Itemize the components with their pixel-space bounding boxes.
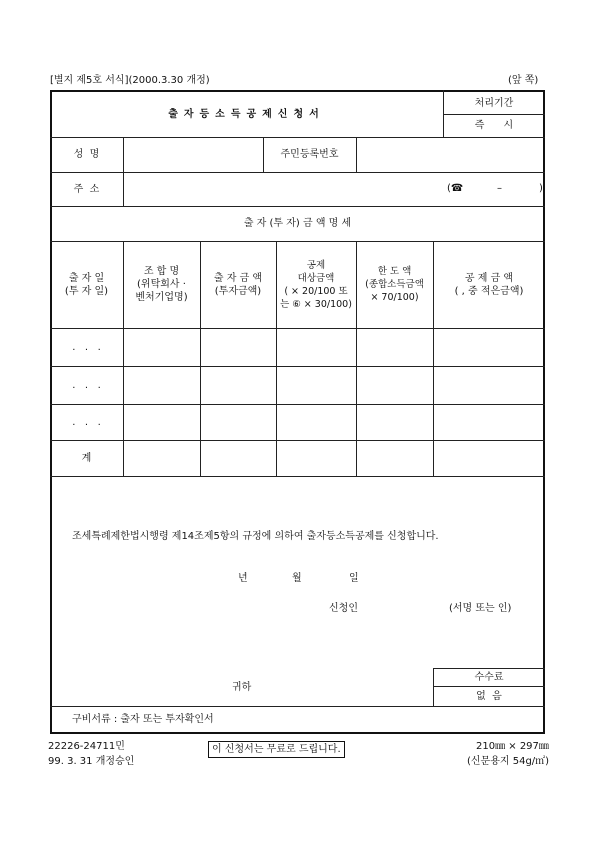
- divider-row-3: [50, 440, 545, 441]
- column-header-deduction-amount: 공 제 금 액 ( , 중 적은금액): [454, 272, 524, 297]
- applicant-label: 신청인: [329, 603, 358, 614]
- column-header-date: 출 자 일 (투 자 일): [64, 272, 109, 297]
- processing-period-label: 처리기간: [474, 97, 514, 109]
- addressee: 귀하: [232, 682, 252, 693]
- footer-paper: (신문용지 54g/㎡): [467, 756, 550, 767]
- row-1-date[interactable]: . . .: [72, 341, 101, 353]
- phone-suffix: ): [539, 183, 543, 194]
- date-year[interactable]: 년: [238, 573, 248, 584]
- divider-attachments: [50, 706, 545, 707]
- date-month[interactable]: 월: [292, 573, 302, 584]
- form-number: [별지 제5호 서식](2000.3.30 개정): [50, 75, 210, 86]
- total-label: 계: [81, 452, 92, 464]
- footer-approval: 99. 3. 31 개정승인: [48, 756, 135, 767]
- divider-row-1: [50, 366, 545, 367]
- declaration-text: 조세특례제한법시행령 제14조제5항의 규정에 의하여 출자등소득공제를 신청합니다.: [72, 531, 439, 542]
- column-header-union-name: 조 합 명 (위탁회사 · 벤처기업명): [135, 266, 188, 303]
- footer-code: 22226-24711민: [48, 741, 125, 752]
- page-side-label: (앞 쪽): [508, 75, 539, 86]
- processing-period-value: 즉 시: [474, 120, 514, 131]
- date-day[interactable]: 일: [349, 573, 359, 584]
- column-header-investment-amount: 출 자 금 액 (투자금액): [213, 272, 263, 297]
- divider-total-row: [50, 476, 545, 477]
- id-number-label: 주민등록번호: [280, 149, 339, 160]
- column-header-limit: 한 도 액 (종합소득금액 × 70/100): [365, 266, 424, 303]
- phone-prefix: (☎: [447, 183, 464, 194]
- footer-size: 210㎜ × 297㎜: [476, 741, 549, 752]
- row-3-date[interactable]: . . .: [72, 416, 101, 428]
- address-label: 주 소: [73, 183, 100, 195]
- row-2-date[interactable]: . . .: [72, 379, 101, 391]
- section-title: 출 자 (투 자) 금 액 명 세: [243, 218, 352, 229]
- address-field[interactable]: [124, 173, 442, 205]
- attachments-note: 구비서류 : 출자 또는 투자확인서: [72, 714, 214, 725]
- divider-column-headers: [50, 328, 545, 329]
- fee-label: 수수료: [474, 671, 504, 683]
- name-label: 성 명: [73, 149, 100, 160]
- form-title: 출자등소득공제신청서: [168, 109, 325, 120]
- column-header-deduction-base: 공제 대상금액 ( × 20/100 또 는 ⑥ × 30/100): [280, 259, 352, 310]
- free-notice: 이 신청서는 무료로 드립니다.: [208, 741, 345, 758]
- name-field[interactable]: [124, 138, 262, 171]
- signature-note[interactable]: (서명 또는 인): [449, 603, 512, 614]
- id-number-field[interactable]: [357, 138, 543, 171]
- fee-value: 없 음: [476, 690, 502, 702]
- phone-dash: –: [497, 183, 502, 194]
- divider-row-2: [50, 404, 545, 405]
